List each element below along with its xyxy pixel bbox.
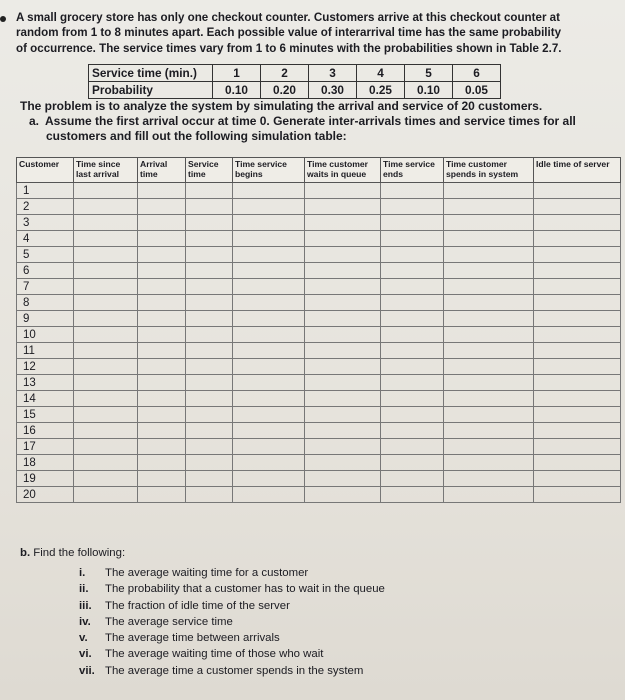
empty-answer-cell[interactable] — [233, 407, 305, 423]
empty-answer-cell[interactable] — [74, 263, 138, 279]
empty-answer-cell[interactable] — [381, 407, 444, 423]
list-item-text: The average waiting time for a customer — [105, 567, 309, 579]
empty-answer-cell[interactable] — [534, 359, 621, 375]
empty-answer-cell[interactable] — [186, 471, 233, 487]
empty-answer-cell[interactable] — [186, 407, 233, 423]
col-header-service-time: Service time — [186, 158, 233, 183]
empty-answer-cell[interactable] — [305, 199, 381, 215]
empty-answer-cell[interactable] — [444, 455, 534, 471]
empty-answer-cell[interactable] — [233, 359, 305, 375]
col-header-time-since-last-arrival: Time since last arrival — [74, 158, 138, 183]
empty-answer-cell[interactable] — [534, 487, 621, 503]
empty-answer-cell[interactable] — [534, 263, 621, 279]
customer-number-cell: 6 — [17, 263, 74, 279]
empty-answer-cell[interactable] — [186, 311, 233, 327]
empty-answer-cell[interactable] — [305, 311, 381, 327]
empty-answer-cell[interactable] — [233, 455, 305, 471]
customer-number-cell: 3 — [17, 215, 74, 231]
empty-answer-cell[interactable] — [186, 487, 233, 503]
col-header-idle-time: Idle time of server — [534, 158, 621, 183]
empty-answer-cell[interactable] — [534, 295, 621, 311]
empty-answer-cell[interactable] — [74, 407, 138, 423]
empty-answer-cell[interactable] — [138, 215, 186, 231]
empty-answer-cell[interactable] — [233, 343, 305, 359]
empty-answer-cell[interactable] — [74, 199, 138, 215]
empty-answer-cell[interactable] — [233, 471, 305, 487]
empty-answer-cell[interactable] — [534, 439, 621, 455]
part-a — [29, 114, 621, 144]
empty-answer-cell[interactable] — [534, 375, 621, 391]
empty-answer-cell[interactable] — [138, 439, 186, 455]
empty-answer-cell[interactable] — [381, 375, 444, 391]
list-item-text: The average service time — [105, 615, 233, 628]
table-row — [17, 183, 621, 199]
empty-answer-cell[interactable] — [381, 215, 444, 231]
empty-answer-cell[interactable] — [534, 327, 621, 343]
empty-answer-cell[interactable] — [74, 423, 138, 439]
table-row — [17, 327, 621, 343]
empty-answer-cell[interactable] — [74, 455, 138, 471]
customer-number-cell: 5 — [17, 247, 74, 263]
empty-answer-cell[interactable] — [381, 423, 444, 439]
empty-answer-cell[interactable] — [233, 231, 305, 247]
customer-number-cell: 16 — [17, 423, 74, 439]
part-a-line-1: Assume the first arrival occur at time 0. Generate inter-arrivals times and service times for all — [45, 114, 576, 128]
empty-answer-cell[interactable] — [534, 391, 621, 407]
table-row — [17, 407, 621, 423]
empty-answer-cell[interactable] — [138, 359, 186, 375]
part-b — [20, 547, 385, 677]
empty-answer-cell[interactable] — [305, 279, 381, 295]
customer-number-cell: 4 — [17, 231, 74, 247]
list-item-number: i. — [79, 567, 86, 579]
empty-answer-cell[interactable] — [138, 279, 186, 295]
empty-answer-cell[interactable] — [444, 375, 534, 391]
customer-number-cell: 1 — [17, 183, 74, 199]
empty-answer-cell[interactable] — [138, 343, 186, 359]
col-header-arrival-time: Arrival time — [138, 158, 186, 183]
empty-answer-cell[interactable] — [74, 375, 138, 391]
empty-answer-cell[interactable] — [233, 279, 305, 295]
table-row — [17, 215, 621, 231]
list-item — [79, 630, 499, 646]
empty-answer-cell[interactable] — [534, 183, 621, 199]
service-time-cell: 5 — [405, 65, 453, 82]
empty-answer-cell[interactable] — [381, 359, 444, 375]
table-row — [17, 423, 621, 439]
probability-cell: 0.30 — [309, 82, 357, 99]
empty-answer-cell[interactable] — [305, 343, 381, 359]
empty-answer-cell[interactable] — [381, 391, 444, 407]
empty-answer-cell[interactable] — [381, 343, 444, 359]
list-item-text: The average waiting time of those who wait — [105, 648, 324, 661]
empty-answer-cell[interactable] — [138, 391, 186, 407]
empty-answer-cell[interactable] — [138, 375, 186, 391]
list-item — [79, 598, 499, 614]
customer-number-cell: 15 — [17, 407, 74, 423]
empty-answer-cell[interactable] — [444, 391, 534, 407]
empty-answer-cell[interactable] — [534, 279, 621, 295]
part-b-heading: Find the following: — [33, 547, 126, 559]
service-time-cell: 3 — [309, 65, 357, 82]
empty-answer-cell[interactable] — [381, 231, 444, 247]
empty-answer-cell[interactable] — [444, 295, 534, 311]
empty-answer-cell[interactable] — [233, 311, 305, 327]
empty-answer-cell[interactable] — [305, 455, 381, 471]
list-item — [79, 614, 499, 630]
empty-answer-cell[interactable] — [444, 279, 534, 295]
empty-answer-cell[interactable] — [186, 279, 233, 295]
empty-answer-cell[interactable] — [186, 199, 233, 215]
empty-answer-cell[interactable] — [381, 279, 444, 295]
empty-answer-cell[interactable] — [305, 263, 381, 279]
col-header-customer: Customer — [17, 158, 74, 183]
empty-answer-cell[interactable] — [186, 343, 233, 359]
empty-answer-cell[interactable] — [138, 263, 186, 279]
empty-answer-cell[interactable] — [305, 215, 381, 231]
empty-answer-cell[interactable] — [381, 199, 444, 215]
list-item — [79, 646, 499, 662]
empty-answer-cell[interactable] — [74, 439, 138, 455]
customer-number-cell: 17 — [17, 439, 74, 455]
service-time-cell: 2 — [261, 65, 309, 82]
empty-answer-cell[interactable] — [305, 471, 381, 487]
empty-answer-cell[interactable] — [305, 295, 381, 311]
empty-answer-cell[interactable] — [138, 295, 186, 311]
empty-answer-cell[interactable] — [534, 199, 621, 215]
list-item-number: v. — [79, 632, 88, 645]
empty-answer-cell[interactable] — [381, 487, 444, 503]
table-row — [17, 375, 621, 391]
empty-answer-cell[interactable] — [305, 247, 381, 263]
col-header-service-ends: Time service ends — [381, 158, 444, 183]
customer-number-cell: 12 — [17, 359, 74, 375]
list-item — [79, 663, 499, 679]
empty-answer-cell[interactable] — [186, 215, 233, 231]
empty-answer-cell[interactable] — [305, 423, 381, 439]
empty-answer-cell[interactable] — [138, 231, 186, 247]
empty-answer-cell[interactable] — [233, 183, 305, 199]
empty-answer-cell[interactable] — [305, 231, 381, 247]
table-row — [17, 343, 621, 359]
list-item-number: iii. — [79, 599, 92, 612]
empty-answer-cell[interactable] — [444, 215, 534, 231]
empty-answer-cell[interactable] — [186, 455, 233, 471]
list-item — [79, 581, 499, 597]
empty-answer-cell[interactable] — [138, 327, 186, 343]
empty-answer-cell[interactable] — [534, 311, 621, 327]
probability-cell: 0.10 — [405, 82, 453, 99]
empty-answer-cell[interactable] — [233, 391, 305, 407]
empty-answer-cell[interactable] — [233, 295, 305, 311]
empty-answer-cell[interactable] — [138, 455, 186, 471]
intro-line-1: A small grocery store has only one checkout counter. Customers arrive at this checkout counter at — [16, 11, 560, 24]
empty-answer-cell[interactable] — [305, 359, 381, 375]
empty-answer-cell[interactable] — [186, 423, 233, 439]
empty-answer-cell[interactable] — [444, 359, 534, 375]
empty-answer-cell[interactable] — [74, 231, 138, 247]
empty-answer-cell[interactable] — [444, 439, 534, 455]
empty-answer-cell[interactable] — [444, 471, 534, 487]
customer-number-cell: 2 — [17, 199, 74, 215]
empty-answer-cell[interactable] — [74, 327, 138, 343]
empty-answer-cell[interactable] — [444, 311, 534, 327]
customer-number-cell: 20 — [17, 487, 74, 503]
service-time-table — [88, 64, 501, 99]
empty-answer-cell[interactable] — [233, 327, 305, 343]
table-row — [17, 263, 621, 279]
table-row — [17, 279, 621, 295]
empty-answer-cell[interactable] — [381, 311, 444, 327]
empty-answer-cell[interactable] — [233, 199, 305, 215]
simulation-table-body — [17, 183, 621, 503]
empty-answer-cell[interactable] — [74, 247, 138, 263]
empty-answer-cell[interactable] — [186, 391, 233, 407]
empty-answer-cell[interactable] — [74, 279, 138, 295]
empty-answer-cell[interactable] — [233, 263, 305, 279]
table-row — [17, 231, 621, 247]
empty-answer-cell[interactable] — [138, 487, 186, 503]
empty-answer-cell[interactable] — [74, 487, 138, 503]
part-a-label: a. — [29, 114, 40, 128]
simulation-table — [16, 157, 621, 503]
table-row — [17, 471, 621, 487]
empty-answer-cell[interactable] — [534, 215, 621, 231]
customer-number-cell: 9 — [17, 311, 74, 327]
list-item-text: The average time between arrivals — [105, 632, 280, 645]
empty-answer-cell[interactable] — [381, 247, 444, 263]
empty-answer-cell[interactable] — [444, 183, 534, 199]
empty-answer-cell[interactable] — [138, 407, 186, 423]
empty-answer-cell[interactable] — [534, 471, 621, 487]
empty-answer-cell[interactable] — [74, 311, 138, 327]
empty-answer-cell[interactable] — [534, 231, 621, 247]
empty-answer-cell[interactable] — [233, 423, 305, 439]
empty-answer-cell[interactable] — [381, 455, 444, 471]
empty-answer-cell[interactable] — [74, 183, 138, 199]
table-row — [17, 199, 621, 215]
empty-answer-cell[interactable] — [534, 455, 621, 471]
probability-cell: 0.05 — [453, 82, 501, 99]
empty-answer-cell[interactable] — [444, 343, 534, 359]
problem-statement: The problem is to analyze the system by simulating the arrival and service of 20 customers. — [20, 99, 543, 113]
empty-answer-cell[interactable] — [74, 215, 138, 231]
empty-answer-cell[interactable] — [305, 327, 381, 343]
empty-answer-cell[interactable] — [534, 423, 621, 439]
customer-number-cell: 19 — [17, 471, 74, 487]
simulation-table-header — [17, 158, 621, 183]
col-header-waits-in-queue: Time customer waits in queue — [305, 158, 381, 183]
empty-answer-cell[interactable] — [444, 407, 534, 423]
part-b-list — [79, 565, 499, 679]
probability-cell: 0.20 — [261, 82, 309, 99]
empty-answer-cell[interactable] — [186, 439, 233, 455]
empty-answer-cell[interactable] — [381, 439, 444, 455]
table-row — [17, 359, 621, 375]
table-row — [17, 391, 621, 407]
empty-answer-cell[interactable] — [305, 391, 381, 407]
customer-number-cell: 7 — [17, 279, 74, 295]
empty-answer-cell[interactable] — [138, 311, 186, 327]
empty-answer-cell[interactable] — [444, 263, 534, 279]
empty-answer-cell[interactable] — [534, 247, 621, 263]
customer-number-cell: 11 — [17, 343, 74, 359]
empty-answer-cell[interactable] — [534, 407, 621, 423]
part-a-line-2: customers and fill out the following simulation table: — [46, 129, 347, 143]
empty-answer-cell[interactable] — [381, 471, 444, 487]
col-header-time-in-system: Time customer spends in system — [444, 158, 534, 183]
empty-answer-cell[interactable] — [233, 375, 305, 391]
empty-answer-cell[interactable] — [381, 263, 444, 279]
empty-answer-cell[interactable] — [305, 183, 381, 199]
list-item-number: ii. — [79, 583, 89, 596]
empty-answer-cell[interactable] — [444, 487, 534, 503]
empty-answer-cell[interactable] — [305, 487, 381, 503]
empty-answer-cell[interactable] — [444, 199, 534, 215]
empty-answer-cell[interactable] — [186, 183, 233, 199]
empty-answer-cell[interactable] — [186, 263, 233, 279]
probability-cell: 0.25 — [357, 82, 405, 99]
empty-answer-cell[interactable] — [444, 231, 534, 247]
probability-header: Probability — [89, 82, 213, 99]
table-row — [17, 311, 621, 327]
empty-answer-cell[interactable] — [305, 407, 381, 423]
empty-answer-cell[interactable] — [138, 199, 186, 215]
customer-number-cell: 18 — [17, 455, 74, 471]
intro-line-2: random from 1 to 8 minutes apart. Each possible value of interarrival time has the same probability — [16, 26, 562, 40]
problem-intro — [4, 10, 620, 56]
customer-number-cell: 8 — [17, 295, 74, 311]
empty-answer-cell[interactable] — [186, 375, 233, 391]
empty-answer-cell[interactable] — [138, 471, 186, 487]
empty-answer-cell[interactable] — [186, 359, 233, 375]
empty-answer-cell[interactable] — [74, 471, 138, 487]
table-row — [17, 487, 621, 503]
empty-answer-cell[interactable] — [138, 183, 186, 199]
service-time-cell: 4 — [357, 65, 405, 82]
customer-number-cell: 14 — [17, 391, 74, 407]
empty-answer-cell[interactable] — [233, 487, 305, 503]
col-header-service-begins: Time service begins — [233, 158, 305, 183]
service-time-cell: 1 — [213, 65, 261, 82]
table-row — [17, 439, 621, 455]
empty-answer-cell[interactable] — [74, 391, 138, 407]
table-row — [17, 295, 621, 311]
probability-row — [89, 82, 501, 99]
customer-number-cell: 10 — [17, 327, 74, 343]
empty-answer-cell[interactable] — [186, 327, 233, 343]
list-item-text: The average time a customer spends in the system — [105, 664, 364, 677]
empty-answer-cell[interactable] — [381, 295, 444, 311]
empty-answer-cell[interactable] — [534, 343, 621, 359]
empty-answer-cell[interactable] — [74, 343, 138, 359]
list-item-text: The fraction of idle time of the server — [105, 599, 290, 612]
intro-line-3: of occurrence. The service times vary from 1 to 6 minutes with the probabilities shown in Table 2.7. — [16, 41, 562, 55]
empty-answer-cell[interactable] — [233, 439, 305, 455]
list-item-number: vi. — [79, 648, 92, 661]
list-item-text: The probability that a customer has to wait in the queue — [105, 583, 385, 596]
list-item — [79, 565, 499, 581]
empty-answer-cell[interactable] — [233, 215, 305, 231]
empty-answer-cell[interactable] — [138, 247, 186, 263]
empty-answer-cell[interactable] — [186, 231, 233, 247]
empty-answer-cell[interactable] — [186, 247, 233, 263]
empty-answer-cell[interactable] — [74, 359, 138, 375]
empty-answer-cell[interactable] — [444, 247, 534, 263]
empty-answer-cell[interactable] — [444, 327, 534, 343]
empty-answer-cell[interactable] — [233, 247, 305, 263]
empty-answer-cell[interactable] — [381, 327, 444, 343]
service-time-cell: 6 — [453, 65, 501, 82]
list-item-number: iv. — [79, 615, 91, 628]
probability-cell: 0.10 — [213, 82, 261, 99]
empty-answer-cell[interactable] — [186, 295, 233, 311]
part-b-label: b. — [20, 547, 31, 559]
list-item-number: vii. — [79, 664, 95, 677]
empty-answer-cell[interactable] — [305, 375, 381, 391]
empty-answer-cell[interactable] — [305, 439, 381, 455]
table-row — [17, 247, 621, 263]
service-time-row — [89, 65, 501, 82]
empty-answer-cell[interactable] — [381, 183, 444, 199]
table-row — [17, 455, 621, 471]
empty-answer-cell[interactable] — [138, 423, 186, 439]
customer-number-cell: 13 — [17, 375, 74, 391]
empty-answer-cell[interactable] — [444, 423, 534, 439]
empty-answer-cell[interactable] — [74, 295, 138, 311]
service-time-header: Service time (min.) — [89, 65, 213, 82]
